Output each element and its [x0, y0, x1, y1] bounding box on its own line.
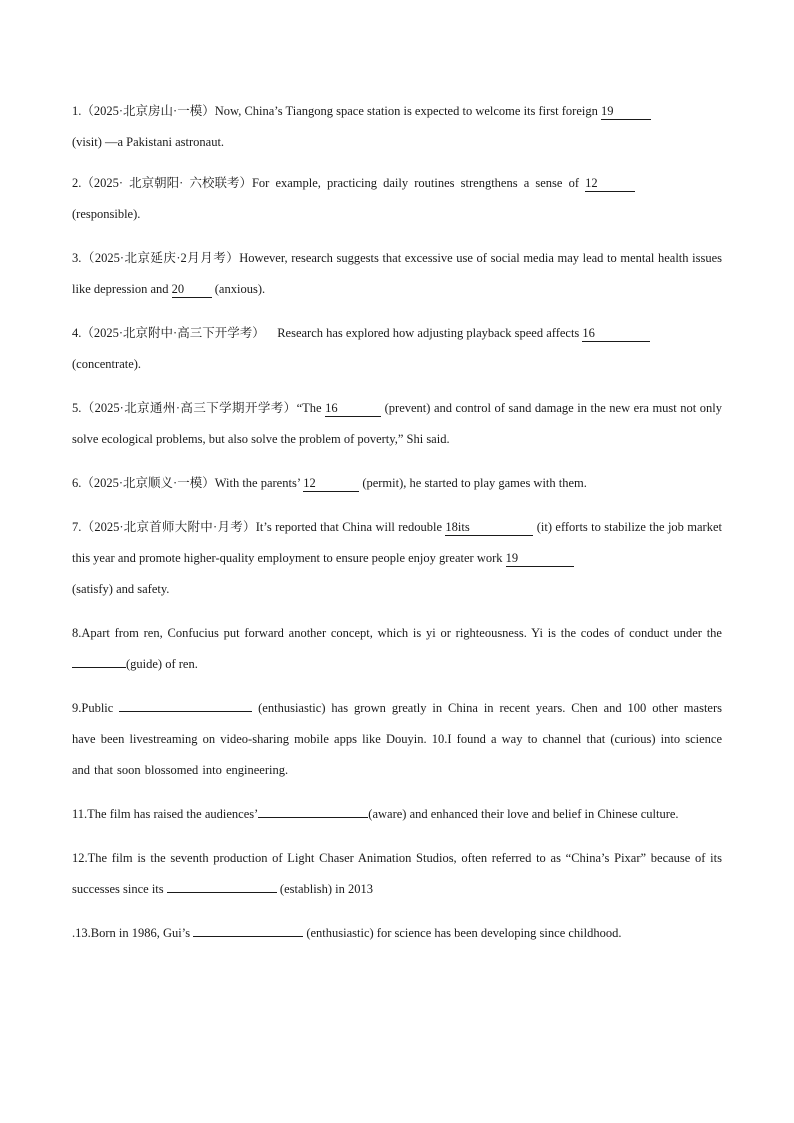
question-number: 5.	[72, 401, 82, 415]
answer-blank[interactable]: 12	[303, 477, 359, 492]
question-number: 2.	[72, 176, 82, 190]
question-text: (satisfy) and safety.	[72, 582, 170, 596]
question-1	[72, 96, 722, 158]
question-text: (enthusiastic) for science has been developing since childhood.	[303, 926, 622, 940]
answer-blank[interactable]	[193, 922, 303, 937]
question-text: (prevent) and control of sand damage in the new era must not only solve ecological problems, but also solve the problem of poverty,” Shi said.	[72, 401, 723, 446]
worksheet	[72, 96, 722, 962]
question-source: （2025· 北京朝阳· 六校联考）	[81, 176, 252, 190]
question-text: (concentrate).	[72, 357, 142, 371]
answer-blank[interactable]: 19	[601, 105, 651, 120]
question-5	[72, 393, 722, 455]
question-number: 6.	[72, 476, 82, 490]
question-11	[72, 799, 722, 830]
question-text: However, research suggests that excessive use of social media may lead to mental health issues like depression and	[72, 251, 722, 296]
question-source: （2025·北京延庆·2月月考）	[81, 251, 240, 265]
question-text: Research has explored how adjusting playback speed affects	[264, 326, 583, 340]
question-12	[72, 843, 722, 905]
question-source: （2025·北京房山·一模）	[81, 104, 215, 118]
answer-blank[interactable]	[72, 653, 126, 668]
question-text: (permit), he started to play games with them.	[359, 476, 587, 490]
question-number: 4.	[72, 326, 82, 340]
answer-blank[interactable]: 16	[582, 327, 650, 342]
question-number: 7.	[72, 520, 82, 534]
question-text: (responsible).	[72, 207, 141, 221]
answer-blank[interactable]: 18its	[445, 521, 533, 536]
question-text: (aware) and enhanced their love and belief in Chinese culture.	[368, 807, 679, 821]
question-source: （2025·北京附中·高三下开学考）	[81, 326, 265, 340]
question-text: (enthusiastic) has grown greatly in China in recent years. Chen and 100 other masters have been livestreaming on video-sharing mobile apps like Douyin. 10.I found a way to channel that (curious) into science and that soon blossomed into engineering.	[72, 701, 722, 777]
question-13	[72, 918, 722, 949]
question-text: It’s reported that China will redouble	[255, 520, 446, 534]
question-text: 12.The film is the seventh production of Light Chaser Animation Studios, often referred to as “China’s Pixar” because of its successes since its	[72, 851, 722, 896]
question-2	[72, 168, 722, 230]
question-text: (visit) —a Pakistani astronaut.	[72, 135, 225, 149]
question-4	[72, 318, 722, 380]
question-text: With the parents’	[214, 476, 304, 490]
question-6	[72, 468, 722, 499]
question-text: 9.Public	[72, 701, 120, 715]
question-8	[72, 618, 722, 680]
question-text: (guide) of ren.	[126, 657, 198, 671]
question-7	[72, 512, 722, 605]
question-9	[72, 693, 722, 786]
question-source: （2025·北京首师大附中·月考）	[81, 520, 256, 534]
question-source: （2025·北京顺义·一模）	[81, 476, 215, 490]
question-source: （2025·北京通州·高三下学期开学考）	[81, 401, 297, 415]
question-text: 11.The film has raised the audiences’	[72, 807, 259, 821]
question-text: Now, China’s Tiangong space station is expected to welcome its first foreign	[214, 104, 601, 118]
question-text: (it) efforts to stabilize the job market this year and promote higher-quality employment to ensure people enjoy greater work	[72, 520, 722, 565]
answer-blank[interactable]: 12	[585, 177, 635, 192]
question-text: (anxious).	[211, 282, 266, 296]
answer-blank[interactable]	[167, 878, 277, 893]
question-number: 1.	[72, 104, 82, 118]
answer-blank[interactable]: 19	[506, 552, 574, 567]
answer-blank[interactable]	[119, 697, 252, 712]
question-text: For example, practicing daily routines strengthens a sense of	[251, 176, 586, 190]
question-text: 8.Apart from ren, Confucius put forward another concept, which is yi or righteousness. Yi is the codes of conduct under the	[72, 626, 722, 640]
question-number: 3.	[72, 251, 82, 265]
question-text: “The	[296, 401, 326, 415]
answer-blank[interactable]: 16	[325, 402, 381, 417]
question-text: .13.Born in 1986, Gui’s	[72, 926, 194, 940]
answer-blank[interactable]: 20	[172, 283, 212, 298]
question-3	[72, 243, 722, 305]
question-text: (establish) in 2013	[276, 882, 373, 896]
answer-blank[interactable]	[258, 803, 368, 818]
